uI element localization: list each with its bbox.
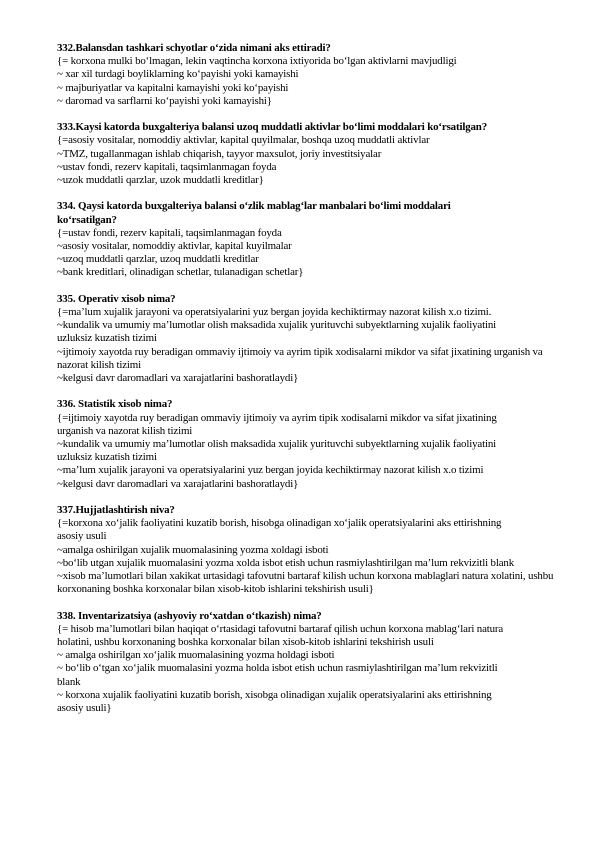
answer-line: ~xisob ma’lumotlari bilan xakikat urtasidagi tafovutni bartaraf kilish uchun korxona mablaglari natura xolatini, ushbu korxonaning boshka korxonalar bilan xisob-kitob ishlarini tekshirish usuli} (57, 570, 554, 596)
answer-line: ~bank kreditlari, olinadigan schetlar, tulanadigan schetlar} (57, 266, 304, 279)
answer-line: ~bo‘lib utgan xujalik muomalasini yozma xolda isbot etish uchun rasmiylashtirilgan ma’lum rekvizitli blank (57, 556, 514, 569)
answer-line: ~ majburiyatlar va kapitalni kamayishi yoki ko‘payishi (57, 81, 289, 94)
answer-line: ~kelgusi davr daromadlari va xarajatlarini bashoratlaydi} (57, 477, 299, 490)
question-335 (57, 293, 555, 385)
question-title: 337.Hujjatlashtirish niva? (57, 504, 175, 517)
answer-line: {=asosiy vositalar, nomoddiy aktivlar, kapital quyilmalar, boshqa uzoq muddatli aktivlar (57, 134, 430, 147)
answer-line: ~uzoq muddatli qarzlar, uzoq muddatli kreditlar (57, 253, 259, 266)
answer-line: ~ daromad va sarflarni ko‘payishi yoki kamayishi} (57, 94, 272, 107)
question-title: 332.Balansdan tashkari schyotlar o‘zida nimani aks ettiradi? (57, 42, 331, 54)
answer-line: ~kundalik va umumiy ma’lumotlar olish maksadida xujalik yurituvchi subyektlarning xujalik faoliyatini uzluksiz kuzatish tizimi (57, 438, 496, 464)
question-334 (57, 200, 555, 279)
answer-line: {=ijtimoiy xayotda ruy beradigan ommaviy ijtimoiy va ayrim tipik xodisalarni mikdor va sifat jixatining urganish va nazorat kilish tizimi (57, 411, 497, 437)
question-title: 338. Inventarizatsiya (ashyoviy ro‘xatdan o‘tkazish) nima? (57, 609, 322, 622)
answer-line: ~kundalik va umumiy ma’lumotlar olish maksadida xujalik yurituvchi subyektlarning xujalik faoliyatini uzluksiz kuzatish tizimi (57, 319, 496, 345)
answer-line: ~kelgusi davr daromadlari va xarajatlarini bashoratlaydi} (57, 372, 299, 385)
answer-line: {=ma’lum xujalik jarayoni va operatsiyalarini yuz bergan joyida kechiktirmay nazorat kilish x.o tizimi. (57, 306, 492, 319)
answer-line: {=ustav fondi, rezerv kapitali, taqsimlanmagan foyda (57, 226, 282, 239)
answer-line: ~asosiy vositalar, nomoddiy aktivlar, kapital kuyilmalar (57, 240, 292, 253)
question-336 (57, 398, 555, 490)
question-title: 334. Qaysi katorda buxgalteriya balansi o‘zlik mablag‘lar manbalari bo‘limi moddalari ko‘rsatilgan? (57, 200, 451, 226)
question-title: 335. Operativ xisob nima? (57, 292, 176, 305)
answer-line: ~ma’lum xujalik jarayoni va operatsiyalarini yuz bergan joyida kechiktirmay nazorat kilish x.o tizimi (57, 464, 484, 477)
answer-line: {= korxona mulki bo‘lmagan, lekin vaqtincha korxona ixtiyorida bo‘lgan aktivlarni mavjudligi (57, 55, 457, 68)
answer-line: {=korxona xo‘jalik faoliyatini kuzatib borish, hisobga olinadigan xo‘jalik operatsiyalarini aks ettirishning asosiy usuli (57, 517, 502, 543)
question-332 (57, 42, 555, 108)
answer-line: {= hisob ma’lumotlari bilan haqiqat o‘rtasidagi tafovutni bartaraf qilish uchun korxona mablag‘lari natura holatini, ushbu korxonaning boshka korxonalar bilan xisob-kitob ishlarini tekshirish usuli (57, 622, 504, 649)
answer-line: ~ amalga oshirilgan xo‘jalik muomalasining yozma holdagi isboti (57, 649, 335, 662)
answer-line: ~amalga oshirilgan xujalik muomalasining yozma xoldagi isboti (57, 543, 329, 556)
question-338 (57, 610, 555, 716)
answer-line: ~uzok muddatli qarzlar, uzok muddatli kreditlar} (57, 174, 264, 187)
answer-line: ~TMZ, tugallanmagan ishlab chiqarish, tayyor maxsulot, joriy investitsiyalar (57, 147, 382, 160)
question-333 (57, 121, 555, 187)
document-page (57, 42, 555, 728)
answer-line: ~ xar xil turdagi boyliklarning ko‘payishi yoki kamayishi (57, 68, 299, 81)
question-337 (57, 504, 555, 596)
answer-line: ~ korxona xujalik faoliyatini kuzatib borish, xisobga olinadigan xujalik operatsiyalarini aks ettirishning asosiy usuli} (57, 688, 492, 715)
answer-line: ~ijtimoiy xayotda ruy beradigan ommaviy ijtimoiy va ayrim tipik xodisalarni mikdor va sifat jixatining urganish va nazorat kilish tizimi (57, 345, 543, 371)
question-title: 336. Statistik xisob nima? (57, 398, 173, 411)
question-title: 333.Kaysi katorda buxgalteriya balansi uzoq muddatli aktivlar bo‘limi moddalari ko‘rsatilgan? (57, 121, 487, 134)
answer-line: ~ bo‘lib o‘tgan xo‘jalik muomalasini yozma holda isbot etish uchun rasmiylashtirilgan ma’lum rekvizitli blank (57, 662, 498, 688)
answer-line: ~ustav fondi, rezerv kapitali, taqsimlanmagan foyda (57, 160, 277, 173)
